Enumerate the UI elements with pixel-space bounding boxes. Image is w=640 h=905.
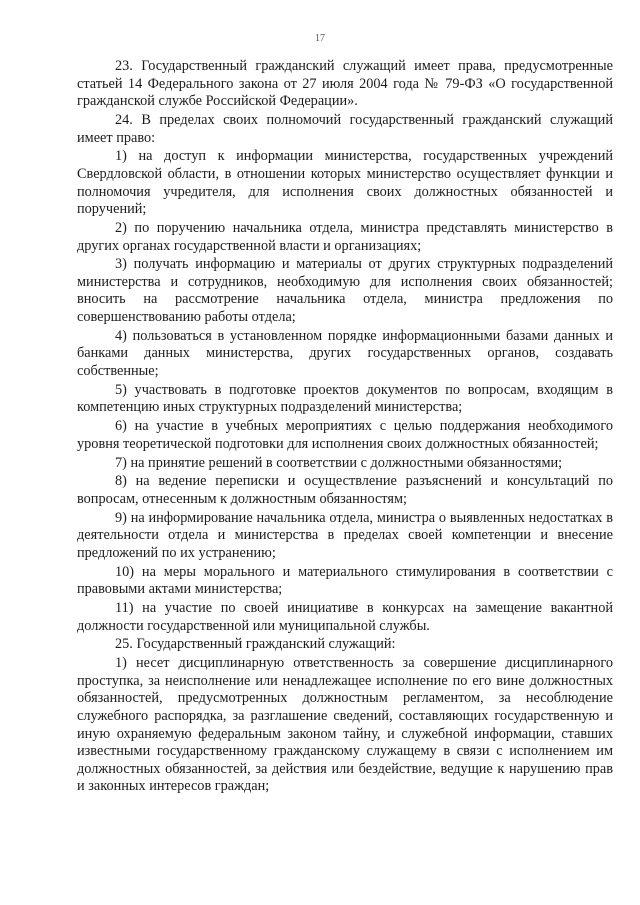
list-item-24-1: 1) на доступ к информации министерства, государственных учреждений Свердловской области, в отношении которых министерство осуществляет функции и полномочия учредителя, для исполнения своих должностных обязанностей и поручений; [77,148,613,218]
list-item-25-1: 1) несет дисциплинарную ответственность за совершение дисциплинарного проступка, за неисполнение или ненадлежащее исполнение по его вине должностных обязанностей, предусмотренных должностным регламентом, за несоблюдение служебного распорядка, за разглашение сведений, составляющих государственную и иную охраняемую федеральным законом тайну, и служебной информации, ставших известными государственному гражданскому служащему в связи с исполнением им должностных обязанностей, за действия или бездействие, ведущие к нарушению прав и законных интересов граждан; [77,655,613,795]
list-item-24-7: 7) на принятие решений в соответствии с должностными обязанностями; [115,454,563,471]
list-item-24-5: 5) участвовать в подготовке проектов документов по вопросам, входящим в компетенцию иных структурных подразделений министерства; [77,381,613,416]
list-item-24-6: 6) на участие в учебных мероприятиях с целью поддержания необходимого уровня теоретической подготовки для исполнения своих должностных обязанностей; [77,418,613,452]
list-item-24-2: 2) по поручению начальника отдела, министра представлять министерство в других органах государственной власти и организациях; [77,219,613,254]
paragraph-25: 25. Государственный гражданский служащий: [115,636,396,653]
list-item-24-8: 8) на ведение переписки и осуществление разъяснений и консультаций по вопросам, отнесенным к должностным обязанностям; [77,473,613,507]
list-item-24-4: 4) пользоваться в установленном порядке информационными базами данных и банками данных министерства, других государственных органов, создавать собственные; [77,327,613,380]
paragraph-24: 24. В пределах своих полномочий государственный гражданский служащий имеет право: [77,111,613,146]
list-item-24-10: 10) на меры морального и материального стимулирования в соответствии с правовыми актами министерства; [77,563,613,598]
list-item-24-11: 11) на участие по своей инициативе в конкурсах на замещение вакантной должности государственной или муниципальной службы. [77,600,613,634]
paragraph-23: 23. Государственный гражданский служащий имеет права, предусмотренные статьей 14 Федерального закона от 27 июля 2004 года № 79-ФЗ «О государственной гражданской службе Российской Федерации». [77,58,613,110]
list-item-24-9: 9) на информирование начальника отдела, министра о выявленных недостатках в деятельности отдела и министерства в пределах своей компетенции и внесение предложений по их устранению; [77,509,613,561]
document-body [77,58,613,797]
list-item-24-3: 3) получать информацию и материалы от других структурных подразделений министерства и сотрудников, необходимую для исполнения своих обязанностей; вносить на рассмотрение начальника отдела, министра предложения по совершенствованию работы отдела; [77,256,613,326]
page-number: 17 [315,33,325,44]
